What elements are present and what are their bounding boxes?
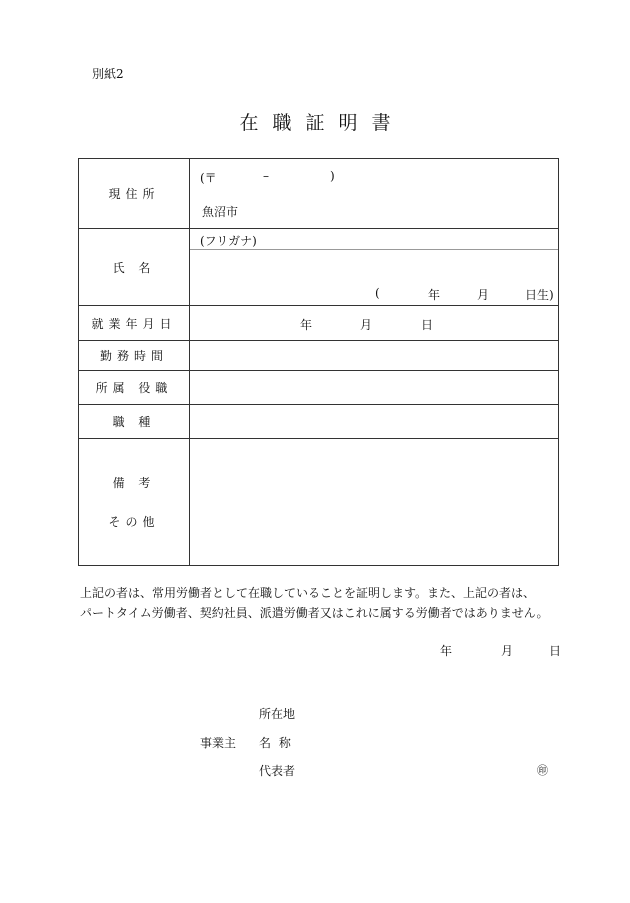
start-month-label: 月 — [360, 318, 373, 332]
postal-close: ) — [330, 169, 335, 183]
address-field[interactable] — [190, 159, 559, 229]
postal-dash: – — [263, 169, 269, 183]
employer-representative-label: 代表者 — [259, 764, 296, 778]
start-date-label: 就業年月日 — [79, 306, 190, 341]
certificate-table — [78, 158, 559, 566]
birth-day-label: 日生) — [525, 288, 554, 302]
remarks-label: 備 考 — [112, 476, 156, 490]
name-field[interactable] — [190, 229, 559, 306]
remarks-label-cell — [79, 439, 190, 566]
furigana-label: (フリガナ) — [200, 234, 257, 248]
job-type-label: 職 種 — [79, 405, 190, 439]
employer-group-label: 事業主 — [200, 736, 237, 750]
statement-line-1: 上記の者は、常用労働者として在職していることを証明します。また、上記の者は、 — [80, 586, 536, 600]
issue-year-label: 年 — [440, 644, 453, 658]
name-row — [79, 229, 559, 306]
employer-name-label: 名 称 — [259, 736, 293, 750]
issue-month-label: 月 — [501, 644, 514, 658]
other-label: その他 — [108, 515, 160, 529]
start-date-row — [79, 306, 559, 341]
position-row — [79, 371, 559, 405]
birth-open: ( — [375, 286, 380, 300]
employer-location-label: 所在地 — [259, 707, 296, 721]
job-type-field[interactable] — [190, 405, 559, 439]
position-field[interactable] — [190, 371, 559, 405]
furigana-divider — [190, 249, 558, 250]
position-label: 所属 役職 — [79, 371, 190, 405]
birth-year-label: 年 — [428, 288, 441, 302]
start-date-field[interactable] — [190, 306, 559, 341]
seal-mark: ㊞ — [537, 764, 548, 777]
address-city: 魚沼市 — [202, 205, 239, 219]
start-year-label: 年 — [300, 318, 313, 332]
address-label: 現住所 — [79, 159, 190, 229]
work-hours-label: 勤務時間 — [79, 341, 190, 371]
work-hours-field[interactable] — [190, 341, 559, 371]
name-label: 氏 名 — [79, 229, 190, 306]
job-type-row — [79, 405, 559, 439]
issue-day-label: 日 — [549, 644, 562, 658]
postal-open: (〒 — [200, 171, 217, 185]
page-title: 在職証明書 — [239, 112, 405, 134]
remarks-field[interactable] — [190, 439, 559, 566]
work-hours-row — [79, 341, 559, 371]
start-day-label: 日 — [421, 318, 434, 332]
address-row — [79, 159, 559, 229]
statement-line-2: パートタイム労働者、契約社員、派遣労働者又はこれに属する労働者ではありません。 — [80, 606, 549, 620]
annex-label: 別紙2 — [92, 67, 124, 81]
birth-month-label: 月 — [477, 288, 490, 302]
remarks-row — [79, 439, 559, 566]
